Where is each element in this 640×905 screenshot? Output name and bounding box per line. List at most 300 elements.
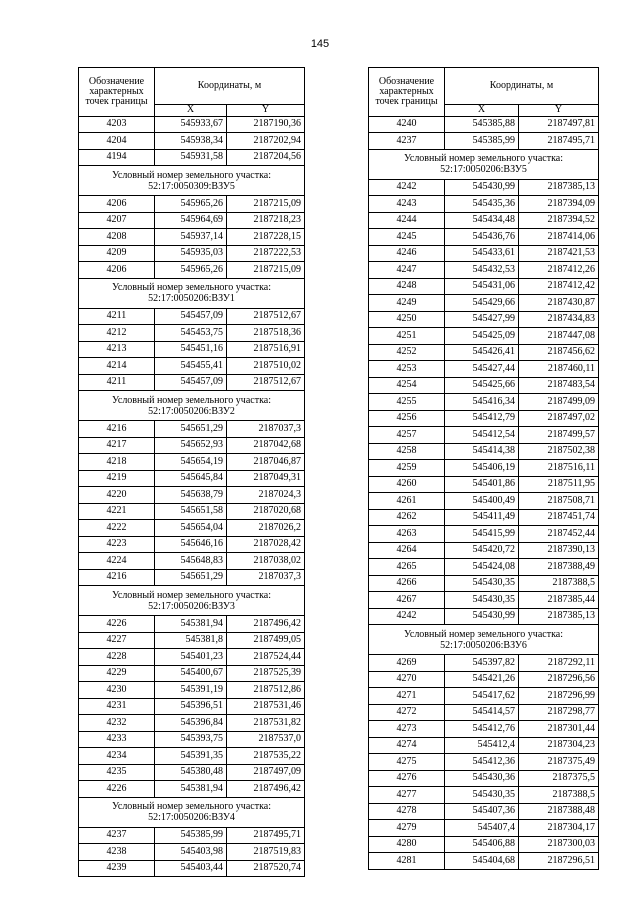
point-id-cell: 4269	[369, 655, 445, 672]
x-coordinate-cell: 545385,99	[445, 133, 519, 150]
point-id-cell: 4211	[79, 374, 155, 391]
y-coordinate-cell: 2187385,44	[519, 592, 599, 609]
x-coordinate-cell: 545414,57	[445, 704, 519, 721]
x-coordinate-cell: 545430,36	[445, 770, 519, 787]
y-coordinate-cell: 2187512,67	[227, 374, 305, 391]
point-id-cell: 4273	[369, 721, 445, 738]
table-row	[79, 196, 305, 213]
x-coordinate-cell: 545417,62	[445, 688, 519, 705]
table-row	[79, 454, 305, 471]
x-coordinate-cell: 545431,06	[445, 278, 519, 295]
point-id-cell: 4217	[79, 437, 155, 454]
table-row	[369, 460, 599, 477]
table-row	[79, 358, 305, 375]
point-id-cell: 4221	[79, 503, 155, 520]
point-id-cell: 4243	[369, 196, 445, 213]
y-coordinate-cell: 2187390,13	[519, 542, 599, 559]
y-coordinate-cell: 2187304,23	[519, 737, 599, 754]
y-coordinate-cell: 2187385,13	[519, 608, 599, 625]
x-coordinate-cell: 545424,08	[445, 559, 519, 576]
section-row	[79, 166, 305, 196]
header-point-label: Обозначение характерных точек границы	[79, 68, 155, 117]
section-title: Условный номер земельного участка: 52:17:0050206:ВЗУ1	[79, 278, 305, 308]
table-row	[369, 196, 599, 213]
y-coordinate-cell: 2187204,56	[227, 149, 305, 166]
table-row	[79, 781, 305, 798]
point-id-cell: 4251	[369, 328, 445, 345]
table-row	[369, 179, 599, 196]
point-id-cell: 4279	[369, 820, 445, 837]
y-coordinate-cell: 2187499,57	[519, 427, 599, 444]
header-coords-label: Координаты, м	[445, 68, 599, 105]
y-coordinate-cell: 2187499,09	[519, 394, 599, 411]
point-id-cell: 4264	[369, 542, 445, 559]
header-x-label: X	[155, 105, 227, 117]
x-coordinate-cell: 545651,29	[155, 569, 227, 586]
header-coords-label: Координаты, м	[155, 68, 305, 105]
x-coordinate-cell: 545412,79	[445, 410, 519, 427]
y-coordinate-cell: 2187375,49	[519, 754, 599, 771]
x-coordinate-cell: 545414,38	[445, 443, 519, 460]
point-id-cell: 4238	[79, 844, 155, 861]
x-coordinate-cell: 545427,99	[445, 311, 519, 328]
table-row	[369, 671, 599, 688]
x-coordinate-cell: 545412,4	[445, 737, 519, 754]
point-id-cell: 4240	[369, 116, 445, 133]
table-row	[79, 553, 305, 570]
table-row	[79, 665, 305, 682]
table-row	[79, 325, 305, 342]
point-id-cell: 4218	[79, 454, 155, 471]
y-coordinate-cell: 2187037,3	[227, 421, 305, 438]
x-coordinate-cell: 545426,41	[445, 344, 519, 361]
header-y-label: Y	[519, 105, 599, 117]
point-id-cell: 4224	[79, 553, 155, 570]
y-coordinate-cell: 2187460,11	[519, 361, 599, 378]
table-row	[369, 116, 599, 133]
point-id-cell: 4242	[369, 179, 445, 196]
point-id-cell: 4253	[369, 361, 445, 378]
point-id-cell: 4208	[79, 229, 155, 246]
x-coordinate-cell: 545406,88	[445, 836, 519, 853]
point-id-cell: 4252	[369, 344, 445, 361]
table-row	[369, 311, 599, 328]
table-row	[369, 803, 599, 820]
y-coordinate-cell: 2187512,67	[227, 308, 305, 325]
point-id-cell: 4239	[79, 860, 155, 877]
point-id-cell: 4194	[79, 149, 155, 166]
y-coordinate-cell: 2187516,91	[227, 341, 305, 358]
point-id-cell: 4254	[369, 377, 445, 394]
x-coordinate-cell: 545429,66	[445, 295, 519, 312]
table-row	[369, 853, 599, 870]
point-id-cell: 4237	[369, 133, 445, 150]
y-coordinate-cell: 2187516,11	[519, 460, 599, 477]
y-coordinate-cell: 2187412,26	[519, 262, 599, 279]
table-row	[79, 470, 305, 487]
section-row	[79, 391, 305, 421]
x-coordinate-cell: 545451,16	[155, 341, 227, 358]
point-id-cell: 4276	[369, 770, 445, 787]
x-coordinate-cell: 545455,41	[155, 358, 227, 375]
x-coordinate-cell: 545651,29	[155, 421, 227, 438]
y-coordinate-cell: 2187510,02	[227, 358, 305, 375]
table-row	[79, 860, 305, 877]
point-id-cell: 4250	[369, 311, 445, 328]
coordinates-table-right	[368, 67, 599, 870]
table-body-right	[369, 116, 599, 869]
table-row	[79, 149, 305, 166]
y-coordinate-cell: 2187447,08	[519, 328, 599, 345]
point-id-cell: 4266	[369, 575, 445, 592]
point-id-cell: 4222	[79, 520, 155, 537]
point-id-cell: 4226	[79, 781, 155, 798]
point-id-cell: 4233	[79, 731, 155, 748]
table-row	[369, 704, 599, 721]
section-row	[79, 586, 305, 616]
table-row	[79, 715, 305, 732]
x-coordinate-cell: 545412,54	[445, 427, 519, 444]
table-row	[369, 262, 599, 279]
x-coordinate-cell: 545385,88	[445, 116, 519, 133]
point-id-cell: 4261	[369, 493, 445, 510]
point-id-cell: 4216	[79, 569, 155, 586]
x-coordinate-cell: 545638,79	[155, 487, 227, 504]
x-coordinate-cell: 545433,61	[445, 245, 519, 262]
table-row	[369, 737, 599, 754]
table-row	[369, 394, 599, 411]
table-row	[369, 344, 599, 361]
table-row	[79, 245, 305, 262]
table-row	[369, 361, 599, 378]
point-id-cell: 4213	[79, 341, 155, 358]
point-id-cell: 4206	[79, 196, 155, 213]
y-coordinate-cell: 2187520,74	[227, 860, 305, 877]
x-coordinate-cell: 545931,58	[155, 149, 227, 166]
y-coordinate-cell: 2187519,83	[227, 844, 305, 861]
table-row	[79, 698, 305, 715]
table-row	[369, 787, 599, 804]
y-coordinate-cell: 2187531,82	[227, 715, 305, 732]
point-id-cell: 4274	[369, 737, 445, 754]
x-coordinate-cell: 545407,36	[445, 803, 519, 820]
x-coordinate-cell: 545416,34	[445, 394, 519, 411]
x-coordinate-cell: 545412,36	[445, 754, 519, 771]
y-coordinate-cell: 2187496,42	[227, 616, 305, 633]
y-coordinate-cell: 2187512,86	[227, 682, 305, 699]
y-coordinate-cell: 2187385,13	[519, 179, 599, 196]
y-coordinate-cell: 2187026,2	[227, 520, 305, 537]
table-row	[79, 682, 305, 699]
point-id-cell: 4255	[369, 394, 445, 411]
page-number: 145	[310, 38, 330, 50]
x-coordinate-cell: 545381,94	[155, 781, 227, 798]
y-coordinate-cell: 2187222,53	[227, 245, 305, 262]
section-title: Условный номер земельного участка: 52:17:0050206:ВЗУ3	[79, 586, 305, 616]
table-row	[369, 212, 599, 229]
y-coordinate-cell: 2187388,49	[519, 559, 599, 576]
x-coordinate-cell: 545648,83	[155, 553, 227, 570]
y-coordinate-cell: 2187388,5	[519, 787, 599, 804]
y-coordinate-cell: 2187497,81	[519, 116, 599, 133]
table-row	[369, 608, 599, 625]
y-coordinate-cell: 2187535,22	[227, 748, 305, 765]
x-coordinate-cell: 545965,26	[155, 196, 227, 213]
table-row	[79, 116, 305, 133]
x-coordinate-cell: 545430,35	[445, 592, 519, 609]
x-coordinate-cell: 545403,44	[155, 860, 227, 877]
table-body-left	[79, 116, 305, 877]
point-id-cell: 4207	[79, 212, 155, 229]
y-coordinate-cell: 2187502,38	[519, 443, 599, 460]
x-coordinate-cell: 545652,93	[155, 437, 227, 454]
y-coordinate-cell: 2187028,42	[227, 536, 305, 553]
y-coordinate-cell: 2187037,3	[227, 569, 305, 586]
x-coordinate-cell: 545937,14	[155, 229, 227, 246]
table-row	[369, 295, 599, 312]
x-coordinate-cell: 545407,4	[445, 820, 519, 837]
y-coordinate-cell: 2187020,68	[227, 503, 305, 520]
y-coordinate-cell: 2187451,74	[519, 509, 599, 526]
y-coordinate-cell: 2187038,02	[227, 553, 305, 570]
point-id-cell: 4258	[369, 443, 445, 460]
table-row	[369, 328, 599, 345]
table-row	[369, 721, 599, 738]
section-row	[369, 149, 599, 179]
point-id-cell: 4249	[369, 295, 445, 312]
x-coordinate-cell: 545453,75	[155, 325, 227, 342]
x-coordinate-cell: 545430,99	[445, 608, 519, 625]
header-point-label: Обозначение характерных точек границы	[369, 68, 445, 117]
x-coordinate-cell: 545385,99	[155, 827, 227, 844]
y-coordinate-cell: 2187215,09	[227, 196, 305, 213]
y-coordinate-cell: 2187525,39	[227, 665, 305, 682]
x-coordinate-cell: 545430,35	[445, 575, 519, 592]
table-row	[369, 245, 599, 262]
point-id-cell: 4260	[369, 476, 445, 493]
x-coordinate-cell: 545406,19	[445, 460, 519, 477]
section-title: Условный номер земельного участка: 52:17:0050206:ВЗУ6	[369, 625, 599, 655]
section-title: Условный номер земельного участка: 52:17:0050309:ВЗУ5	[79, 166, 305, 196]
table-row	[79, 421, 305, 438]
y-coordinate-cell: 2187430,87	[519, 295, 599, 312]
x-coordinate-cell: 545432,53	[445, 262, 519, 279]
x-coordinate-cell: 545396,84	[155, 715, 227, 732]
table-row	[369, 542, 599, 559]
point-id-cell: 4277	[369, 787, 445, 804]
y-coordinate-cell: 2187497,09	[227, 764, 305, 781]
point-id-cell: 4212	[79, 325, 155, 342]
x-coordinate-cell: 545457,09	[155, 374, 227, 391]
x-coordinate-cell: 545404,68	[445, 853, 519, 870]
y-coordinate-cell: 2187394,52	[519, 212, 599, 229]
point-id-cell: 4203	[79, 116, 155, 133]
point-id-cell: 4230	[79, 682, 155, 699]
x-coordinate-cell: 545421,26	[445, 671, 519, 688]
section-title: Условный номер земельного участка: 52:17:0050206:ВЗУ4	[79, 797, 305, 827]
table-row	[369, 410, 599, 427]
y-coordinate-cell: 2187304,17	[519, 820, 599, 837]
x-coordinate-cell: 545427,44	[445, 361, 519, 378]
table-row	[369, 427, 599, 444]
x-coordinate-cell: 545412,76	[445, 721, 519, 738]
table-row	[79, 341, 305, 358]
table-row	[369, 820, 599, 837]
table-row	[369, 526, 599, 543]
point-id-cell: 4265	[369, 559, 445, 576]
point-id-cell: 4206	[79, 262, 155, 279]
table-row	[369, 443, 599, 460]
x-coordinate-cell: 545430,99	[445, 179, 519, 196]
table-row	[369, 377, 599, 394]
point-id-cell: 4267	[369, 592, 445, 609]
table-row	[79, 229, 305, 246]
x-coordinate-cell: 545965,26	[155, 262, 227, 279]
point-id-cell: 4227	[79, 632, 155, 649]
point-id-cell: 4220	[79, 487, 155, 504]
x-coordinate-cell: 545933,67	[155, 116, 227, 133]
x-coordinate-cell: 545425,66	[445, 377, 519, 394]
table-row	[79, 827, 305, 844]
point-id-cell: 4214	[79, 358, 155, 375]
y-coordinate-cell: 2187508,71	[519, 493, 599, 510]
point-id-cell: 4229	[79, 665, 155, 682]
point-id-cell: 4263	[369, 526, 445, 543]
point-id-cell: 4209	[79, 245, 155, 262]
y-coordinate-cell: 2187456,62	[519, 344, 599, 361]
y-coordinate-cell: 2187298,77	[519, 704, 599, 721]
table-row	[369, 770, 599, 787]
point-id-cell: 4246	[369, 245, 445, 262]
y-coordinate-cell: 2187046,87	[227, 454, 305, 471]
y-coordinate-cell: 2187218,23	[227, 212, 305, 229]
y-coordinate-cell: 2187190,36	[227, 116, 305, 133]
table-row	[369, 559, 599, 576]
x-coordinate-cell: 545435,36	[445, 196, 519, 213]
point-id-cell: 4248	[369, 278, 445, 295]
table-row	[369, 133, 599, 150]
point-id-cell: 4281	[369, 853, 445, 870]
y-coordinate-cell: 2187296,99	[519, 688, 599, 705]
y-coordinate-cell: 2187301,44	[519, 721, 599, 738]
x-coordinate-cell: 545651,58	[155, 503, 227, 520]
y-coordinate-cell: 2187518,36	[227, 325, 305, 342]
y-coordinate-cell: 2187497,02	[519, 410, 599, 427]
point-id-cell: 4262	[369, 509, 445, 526]
table-row	[79, 503, 305, 520]
x-coordinate-cell: 545397,82	[445, 655, 519, 672]
table-row	[369, 229, 599, 246]
point-id-cell: 4247	[369, 262, 445, 279]
point-id-cell: 4223	[79, 536, 155, 553]
table-row	[369, 278, 599, 295]
point-id-cell: 4237	[79, 827, 155, 844]
table-row	[79, 308, 305, 325]
table-row	[79, 133, 305, 150]
x-coordinate-cell: 545654,19	[155, 454, 227, 471]
x-coordinate-cell: 545380,48	[155, 764, 227, 781]
x-coordinate-cell: 545401,23	[155, 649, 227, 666]
y-coordinate-cell: 2187394,09	[519, 196, 599, 213]
point-id-cell: 4244	[369, 212, 445, 229]
x-coordinate-cell: 545393,75	[155, 731, 227, 748]
point-id-cell: 4242	[369, 608, 445, 625]
y-coordinate-cell: 2187495,71	[519, 133, 599, 150]
table-row	[369, 493, 599, 510]
table-row	[79, 520, 305, 537]
x-coordinate-cell: 545396,51	[155, 698, 227, 715]
point-id-cell: 4257	[369, 427, 445, 444]
x-coordinate-cell: 545646,16	[155, 536, 227, 553]
x-coordinate-cell: 545964,69	[155, 212, 227, 229]
x-coordinate-cell: 545436,76	[445, 229, 519, 246]
table-row	[79, 616, 305, 633]
table-row	[369, 592, 599, 609]
y-coordinate-cell: 2187024,3	[227, 487, 305, 504]
x-coordinate-cell: 545935,03	[155, 245, 227, 262]
table-row	[369, 509, 599, 526]
y-coordinate-cell: 2187531,46	[227, 698, 305, 715]
point-id-cell: 4259	[369, 460, 445, 477]
point-id-cell: 4280	[369, 836, 445, 853]
y-coordinate-cell: 2187202,94	[227, 133, 305, 150]
y-coordinate-cell: 2187483,54	[519, 377, 599, 394]
x-coordinate-cell: 545654,04	[155, 520, 227, 537]
point-id-cell: 4235	[79, 764, 155, 781]
table-row	[79, 632, 305, 649]
point-id-cell: 4278	[369, 803, 445, 820]
x-coordinate-cell: 545457,09	[155, 308, 227, 325]
y-coordinate-cell: 2187434,83	[519, 311, 599, 328]
x-coordinate-cell: 545400,49	[445, 493, 519, 510]
table-row	[79, 374, 305, 391]
y-coordinate-cell: 2187215,09	[227, 262, 305, 279]
x-coordinate-cell: 545434,48	[445, 212, 519, 229]
x-coordinate-cell: 545645,84	[155, 470, 227, 487]
section-title: Условный номер земельного участка: 52:17:0050206:ВЗУ2	[79, 391, 305, 421]
x-coordinate-cell: 545391,35	[155, 748, 227, 765]
y-coordinate-cell: 2187452,44	[519, 526, 599, 543]
table-row	[79, 731, 305, 748]
x-coordinate-cell: 545381,94	[155, 616, 227, 633]
table-row	[369, 688, 599, 705]
y-coordinate-cell: 2187049,31	[227, 470, 305, 487]
table-row	[79, 569, 305, 586]
y-coordinate-cell: 2187042,68	[227, 437, 305, 454]
y-coordinate-cell: 2187388,5	[519, 575, 599, 592]
y-coordinate-cell: 2187414,06	[519, 229, 599, 246]
y-coordinate-cell: 2187511,95	[519, 476, 599, 493]
x-coordinate-cell: 545430,35	[445, 787, 519, 804]
table-row	[79, 764, 305, 781]
point-id-cell: 4232	[79, 715, 155, 732]
table-row	[369, 836, 599, 853]
point-id-cell: 4256	[369, 410, 445, 427]
point-id-cell: 4211	[79, 308, 155, 325]
point-id-cell: 4270	[369, 671, 445, 688]
table-row	[79, 536, 305, 553]
section-row	[79, 278, 305, 308]
x-coordinate-cell: 545938,34	[155, 133, 227, 150]
point-id-cell: 4231	[79, 698, 155, 715]
point-id-cell: 4234	[79, 748, 155, 765]
y-coordinate-cell: 2187495,71	[227, 827, 305, 844]
y-coordinate-cell: 2187388,48	[519, 803, 599, 820]
header-x-label: X	[445, 105, 519, 117]
table-row	[79, 487, 305, 504]
x-coordinate-cell: 545401,86	[445, 476, 519, 493]
y-coordinate-cell: 2187228,15	[227, 229, 305, 246]
